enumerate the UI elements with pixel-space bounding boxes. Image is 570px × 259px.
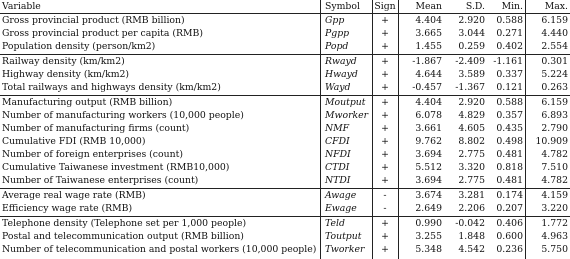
cell-sd: 2.775 [458, 175, 485, 186]
cell-mean: 3.674 [415, 190, 442, 201]
cell-max: 5.750 [541, 244, 568, 255]
cell-sd: 2.920 [458, 15, 485, 26]
cell-mean: 1.455 [415, 41, 442, 52]
cell-max: 3.220 [541, 203, 568, 214]
cell-variable: Postal and telecommunication output (RMB billion) [2, 231, 244, 242]
cell-variable: Gross provincial product (RMB billion) [2, 15, 185, 26]
table-row [0, 243, 570, 256]
cell-symbol: NFDI [325, 149, 351, 160]
cell-max: 1.772 [541, 218, 568, 229]
table-row [0, 217, 570, 230]
cell-max: 4.963 [541, 231, 568, 242]
cell-sign: + [381, 97, 389, 108]
cell-mean: 9.762 [415, 136, 442, 147]
cell-min: 0.207 [496, 203, 523, 214]
group-divider [0, 95, 570, 96]
cell-min: 0.481 [496, 175, 523, 186]
cell-min: 0.402 [496, 41, 523, 52]
cell-variable: Railway density (km/km2) [2, 56, 125, 67]
cell-variable: Telephone density (Telephone set per 1,000 people) [2, 218, 247, 229]
header-variable: Variable [2, 1, 41, 12]
cell-symbol: CTDI [325, 162, 350, 173]
cell-variable: Cumulative FDI (RMB 10,000) [2, 136, 146, 147]
cell-mean: 4.644 [415, 69, 442, 80]
table-row [0, 135, 570, 148]
cell-sd: -1.367 [455, 82, 485, 93]
cell-variable: Average real wage rate (RMB) [2, 190, 146, 201]
cell-sign: + [381, 82, 389, 93]
table-row [0, 81, 570, 94]
cell-variable: Number of manufacturing workers (10,000 people) [2, 110, 244, 121]
cell-max: 2.790 [541, 123, 568, 134]
table-header-row [0, 0, 570, 13]
cell-variable: Efficiency wage rate (RMB) [2, 203, 133, 214]
cell-symbol: Popd [325, 41, 349, 52]
cell-symbol: Ewage [325, 203, 357, 214]
cell-symbol: Rwayd [325, 56, 357, 67]
header-mean: Mean [415, 1, 442, 12]
column-divider [320, 0, 321, 259]
cell-sd: 4.829 [458, 110, 485, 121]
cell-mean: 3.694 [415, 175, 442, 186]
cell-symbol: Moutput [325, 97, 366, 108]
cell-mean: 2.649 [415, 203, 442, 214]
cell-variable: Gross provincial product per capita (RMB) [2, 28, 204, 39]
cell-variable: Number of telecommunication and postal workers (10,000 people) [2, 244, 317, 255]
header-symbol: Symbol [325, 1, 360, 12]
cell-sd: -2.409 [455, 56, 485, 67]
table-row [0, 189, 570, 202]
cell-min: 0.481 [496, 149, 523, 160]
cell-sd: 2.775 [458, 149, 485, 160]
cell-sd: 3.044 [458, 28, 485, 39]
cell-min: 0.588 [496, 97, 523, 108]
cell-sd: 1.848 [458, 231, 485, 242]
table-row [0, 14, 570, 27]
cell-sign: + [381, 218, 389, 229]
table-row [0, 68, 570, 81]
group-divider [0, 188, 570, 189]
cell-symbol: CFDI [325, 136, 350, 147]
cell-max: 4.782 [541, 149, 568, 160]
cell-sign: + [381, 149, 389, 160]
header-max: Max. [544, 1, 568, 12]
cell-max: 2.554 [541, 41, 568, 52]
cell-min: 0.588 [496, 15, 523, 26]
cell-symbol: Tworker [325, 244, 365, 255]
cell-mean: -1.867 [412, 56, 442, 67]
cell-variable: Population density (person/km2) [2, 41, 156, 52]
table-row [0, 161, 570, 174]
cell-sign: + [381, 15, 389, 26]
cell-sign: + [381, 28, 389, 39]
cell-mean: 5.348 [415, 244, 442, 255]
cell-variable: Number of manufacturing firms (count) [2, 123, 190, 134]
cell-sd: 8.802 [458, 136, 485, 147]
cell-sign: + [381, 123, 389, 134]
cell-variable: Manufacturing output (RMB billion) [2, 97, 173, 108]
cell-sign: + [381, 231, 389, 242]
cell-max: 7.510 [541, 162, 568, 173]
cell-mean: 4.404 [415, 97, 442, 108]
table-row [0, 230, 570, 243]
cell-sd: 2.920 [458, 97, 485, 108]
cell-variable: Highway density (km/km2) [2, 69, 130, 80]
cell-sign: + [381, 136, 389, 147]
cell-variable: Number of foreign enterprises (count) [2, 149, 183, 160]
cell-mean: 3.694 [415, 149, 442, 160]
cell-symbol: Awage [325, 190, 357, 201]
cell-min: -1.161 [493, 56, 523, 67]
cell-symbol: Pgpp [325, 28, 350, 39]
header-sign: Sign [374, 1, 396, 12]
cell-symbol: Gpp [325, 15, 345, 26]
header-rule [0, 13, 570, 14]
cell-variable: Cumulative Taiwanese investment (RMB10,000) [2, 162, 230, 173]
cell-max: 0.301 [541, 56, 568, 67]
cell-mean: -0.457 [412, 82, 442, 93]
column-divider [372, 0, 373, 259]
table-row [0, 109, 570, 122]
cell-min: 0.121 [496, 82, 523, 93]
cell-sign: + [381, 41, 389, 52]
cell-sign: + [381, 162, 389, 173]
cell-sign: - [383, 190, 387, 201]
table-row [0, 40, 570, 53]
cell-min: 0.337 [496, 69, 523, 80]
cell-symbol: Hwayd [325, 69, 358, 80]
cell-max: 4.159 [541, 190, 568, 201]
cell-min: 0.406 [496, 218, 523, 229]
cell-variable: Total railways and highways density (km/km2) [2, 82, 221, 93]
cell-max: 6.159 [541, 97, 568, 108]
cell-max: 4.440 [541, 28, 568, 39]
cell-sd: -0.042 [455, 218, 485, 229]
cell-min: 0.174 [496, 190, 523, 201]
header-min: Min. [501, 1, 523, 12]
table-row [0, 174, 570, 187]
cell-max: 6.159 [541, 15, 568, 26]
cell-mean: 3.255 [415, 231, 442, 242]
cell-sd: 3.320 [458, 162, 485, 173]
cell-sign: + [381, 56, 389, 67]
table-row [0, 96, 570, 109]
cell-min: 0.271 [496, 28, 523, 39]
cell-sd: 4.605 [458, 123, 485, 134]
cell-symbol: Mworker [325, 110, 369, 121]
cell-symbol: Teld [325, 218, 345, 229]
table-row [0, 202, 570, 215]
table-row [0, 148, 570, 161]
cell-max: 5.224 [541, 69, 568, 80]
cell-mean: 4.404 [415, 15, 442, 26]
cell-min: 0.818 [496, 162, 523, 173]
cell-min: 0.435 [496, 123, 523, 134]
cell-sd: 3.589 [458, 69, 485, 80]
header-sd: S.D. [465, 1, 485, 12]
table-row [0, 55, 570, 68]
group-divider [0, 54, 570, 55]
cell-symbol: NTDI [325, 175, 351, 186]
group-divider [0, 216, 570, 217]
cell-max: 4.782 [541, 175, 568, 186]
cell-min: 0.600 [496, 231, 523, 242]
cell-mean: 3.665 [415, 28, 442, 39]
cell-max: 6.893 [541, 110, 568, 121]
cell-min: 0.357 [496, 110, 523, 121]
cell-max: 10.909 [535, 136, 568, 147]
cell-sd: 4.542 [458, 244, 485, 255]
column-divider [398, 0, 399, 259]
column-divider [525, 0, 526, 259]
cell-mean: 3.661 [415, 123, 442, 134]
cell-symbol: Toutput [325, 231, 362, 242]
cell-mean: 5.512 [415, 162, 442, 173]
cell-min: 0.236 [496, 244, 523, 255]
cell-min: 0.498 [496, 136, 523, 147]
cell-sd: 2.206 [458, 203, 485, 214]
cell-mean: 0.990 [415, 218, 442, 229]
cell-sign: + [381, 110, 389, 121]
cell-sign: + [381, 244, 389, 255]
cell-sd: 0.259 [458, 41, 485, 52]
cell-sign: + [381, 175, 389, 186]
cell-variable: Number of Taiwanese enterprises (count) [2, 175, 199, 186]
table-row [0, 122, 570, 135]
cell-sign: + [381, 69, 389, 80]
cell-max: 0.263 [541, 82, 568, 93]
cell-mean: 6.078 [415, 110, 442, 121]
cell-sign: - [383, 203, 387, 214]
table-row [0, 27, 570, 40]
cell-sd: 3.281 [458, 190, 485, 201]
cell-symbol: NMF [325, 123, 350, 134]
cell-symbol: Wayd [325, 82, 351, 93]
